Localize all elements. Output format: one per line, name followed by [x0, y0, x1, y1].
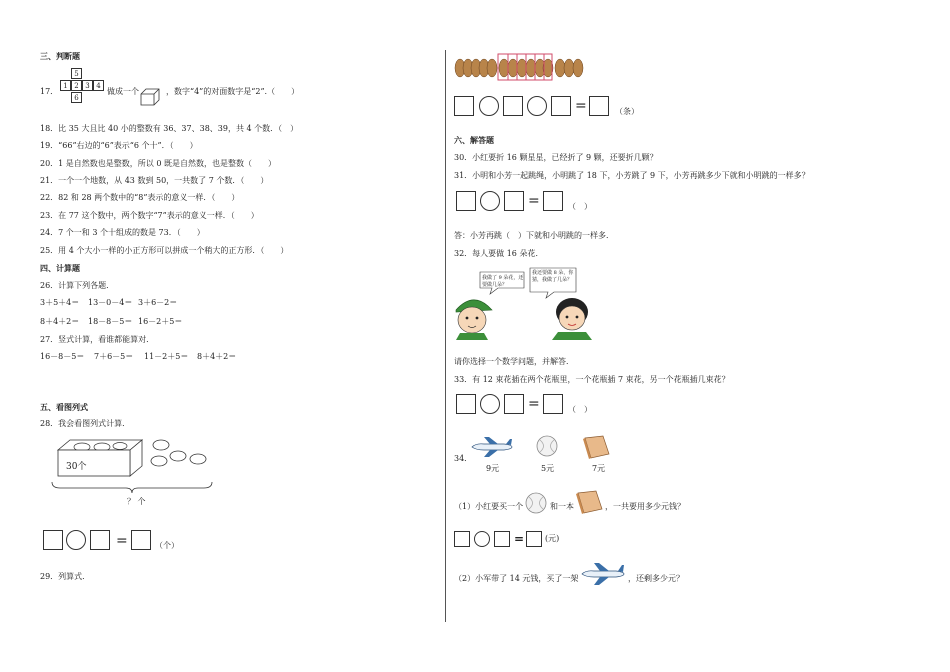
q34-2-part-b: ，还剩多少元？ [628, 574, 684, 583]
q29: 29．列算式． [40, 572, 91, 581]
operator-circle[interactable] [474, 531, 490, 547]
equals-sign: = [528, 396, 540, 412]
paren-blank: （ ） [568, 202, 592, 211]
answer-box[interactable] [551, 96, 571, 116]
q26-item: 13－0－4＝ [88, 298, 133, 307]
q20: 20．1 是自然数也是整数，所以 0 既是自然数，也是整数（ ） [40, 159, 276, 168]
box-label: 30个 [66, 462, 87, 472]
q31: 31．小明和小芳一起跳绳，小明跳了 18 下，小芳跳了 9 下，小芳再跳多少下就和小明跳的一样多？ [454, 171, 810, 180]
answer-box[interactable] [90, 530, 110, 550]
answer-box[interactable] [543, 191, 563, 211]
operator-circle[interactable] [479, 96, 499, 116]
answer-box[interactable] [504, 394, 524, 414]
net-cell: 1 [60, 80, 71, 91]
net-cell: 6 [71, 92, 82, 103]
paren-blank: （ ） [568, 405, 592, 414]
answer-box[interactable] [454, 531, 470, 547]
q17-text-b: ，数字“4”的对面数字是“2”.（ ） [166, 87, 300, 96]
answer-box[interactable] [131, 530, 151, 550]
q27-item: 7＋6－5＝ [94, 352, 134, 361]
unit-label: （条） [615, 107, 639, 116]
cube-icon [140, 88, 160, 106]
equals-sign: = [514, 532, 525, 546]
operator-circle[interactable] [527, 96, 547, 116]
column-divider [445, 50, 446, 622]
q34: 34． [454, 454, 473, 463]
net-cell: 4 [93, 80, 104, 91]
brace-label: ？ 个 [127, 497, 146, 506]
price-label: 5元 [541, 464, 555, 473]
operator-circle[interactable] [480, 394, 500, 414]
net-cell: 5 [71, 68, 82, 79]
answer-box[interactable] [456, 191, 476, 211]
answer-box[interactable] [504, 191, 524, 211]
unit-label: (元) [545, 534, 560, 543]
price-label: 9元 [486, 464, 500, 473]
answer-box[interactable] [494, 531, 510, 547]
section-6-title: 六、解答题 [454, 136, 494, 145]
net-cell: 2 [71, 80, 82, 91]
answer-box[interactable] [503, 96, 523, 116]
q28: 28．我会看图列式计算． [40, 419, 131, 428]
q23: 23．在 77 这个数中，两个数字“7”表示的意义一样．（ ） [40, 211, 259, 220]
book-icon [581, 434, 611, 460]
q26: 26．计算下列各题． [40, 281, 115, 290]
ball-icon [535, 434, 559, 458]
q33: 33．有 12 束花插在两个花瓶里，一个花瓶插 7 束花，另一个花瓶插几束花？ [454, 375, 730, 384]
q34-1-part-b: 和一本 [550, 502, 574, 511]
ball-icon [524, 491, 548, 515]
price-label: 7元 [592, 464, 606, 473]
airplane-icon [580, 562, 626, 586]
answer-box[interactable] [543, 394, 563, 414]
equals-sign: = [528, 193, 540, 209]
section-4-title: 四、计算题 [40, 264, 80, 273]
q21: 21．一个一个地数，从 43 数到 50，一共数了 7 个数．（ ） [40, 176, 269, 185]
q32-prompt: 请你选择一个数学问题，并解答． [454, 357, 574, 366]
speech-bubble-1: 我做了 9 朵花，还要做几朵？ [482, 275, 524, 288]
q24: 24．7 个一和 3 个十组成的数是 73．（ ） [40, 228, 205, 237]
q26-item: 18－8－5＝ [88, 317, 133, 326]
answer-box[interactable] [456, 394, 476, 414]
q27-item: 8＋4＋2＝ [197, 352, 237, 361]
q26-item: 3＋6－2＝ [138, 298, 178, 307]
speech-bubble-2: 我还要做 8 朵，你猜，我做了几朵？ [532, 270, 574, 283]
q18: 18．比 35 大且比 40 小的整数有 36、37、38、39，共 4 个数．（ ） [40, 124, 299, 133]
q25: 25．用 4 个大小一样的小正方形可以拼成一个稍大的正方形．（ ） [40, 246, 289, 255]
airplane-icon [470, 436, 514, 458]
section-3-title: 三、判断题 [40, 52, 80, 61]
book-icon [574, 489, 604, 515]
q26-item: 16－2＋5＝ [138, 317, 183, 326]
q22: 22．82 和 28 两个数中的“8”表示的意义一样．（ ） [40, 193, 240, 202]
q27: 27．竖式计算，看谁都能算对． [40, 335, 155, 344]
q30: 30．小红要折 16 颗星星，已经折了 9 颗，还要折几颗？ [454, 153, 658, 162]
q17-text-a: 做成一个 [107, 87, 139, 96]
answer-box[interactable] [526, 531, 542, 547]
q26-item: 3＋5＋4＝ [40, 298, 80, 307]
fish-figure [454, 52, 590, 82]
q17-number: 17． [40, 87, 59, 96]
q26-item: 8＋4＋2＝ [40, 317, 80, 326]
operator-circle[interactable] [66, 530, 86, 550]
q32: 32．每人要做 16 朵花． [454, 249, 544, 258]
q27-item: 11－2＋5＝ [144, 352, 189, 361]
q27-item: 16－8－5＝ [40, 352, 85, 361]
answer-box[interactable] [589, 96, 609, 116]
q34-2-part-a: （2）小军带了 14 元钱，买了一架 [454, 574, 579, 583]
q34-1-part-a: （1）小红要买一个 [454, 502, 524, 511]
children-figure [454, 266, 602, 340]
equals-sign: = [116, 533, 128, 549]
q34-1-part-c: ，一共要用多少元钱？ [605, 502, 685, 511]
operator-circle[interactable] [480, 191, 500, 211]
answer-box[interactable] [454, 96, 474, 116]
net-cell: 3 [82, 80, 93, 91]
equals-sign: = [575, 98, 587, 114]
answer-box[interactable] [43, 530, 63, 550]
q19: 19．“66”右边的“6”表示“6 个十”．（ ） [40, 141, 198, 150]
section-5-title: 五、看图列式 [40, 403, 88, 412]
q31-answer: 答：小芳再跳（ ）下就和小明跳的一样多． [454, 231, 614, 240]
unit-label: （个） [155, 541, 179, 550]
